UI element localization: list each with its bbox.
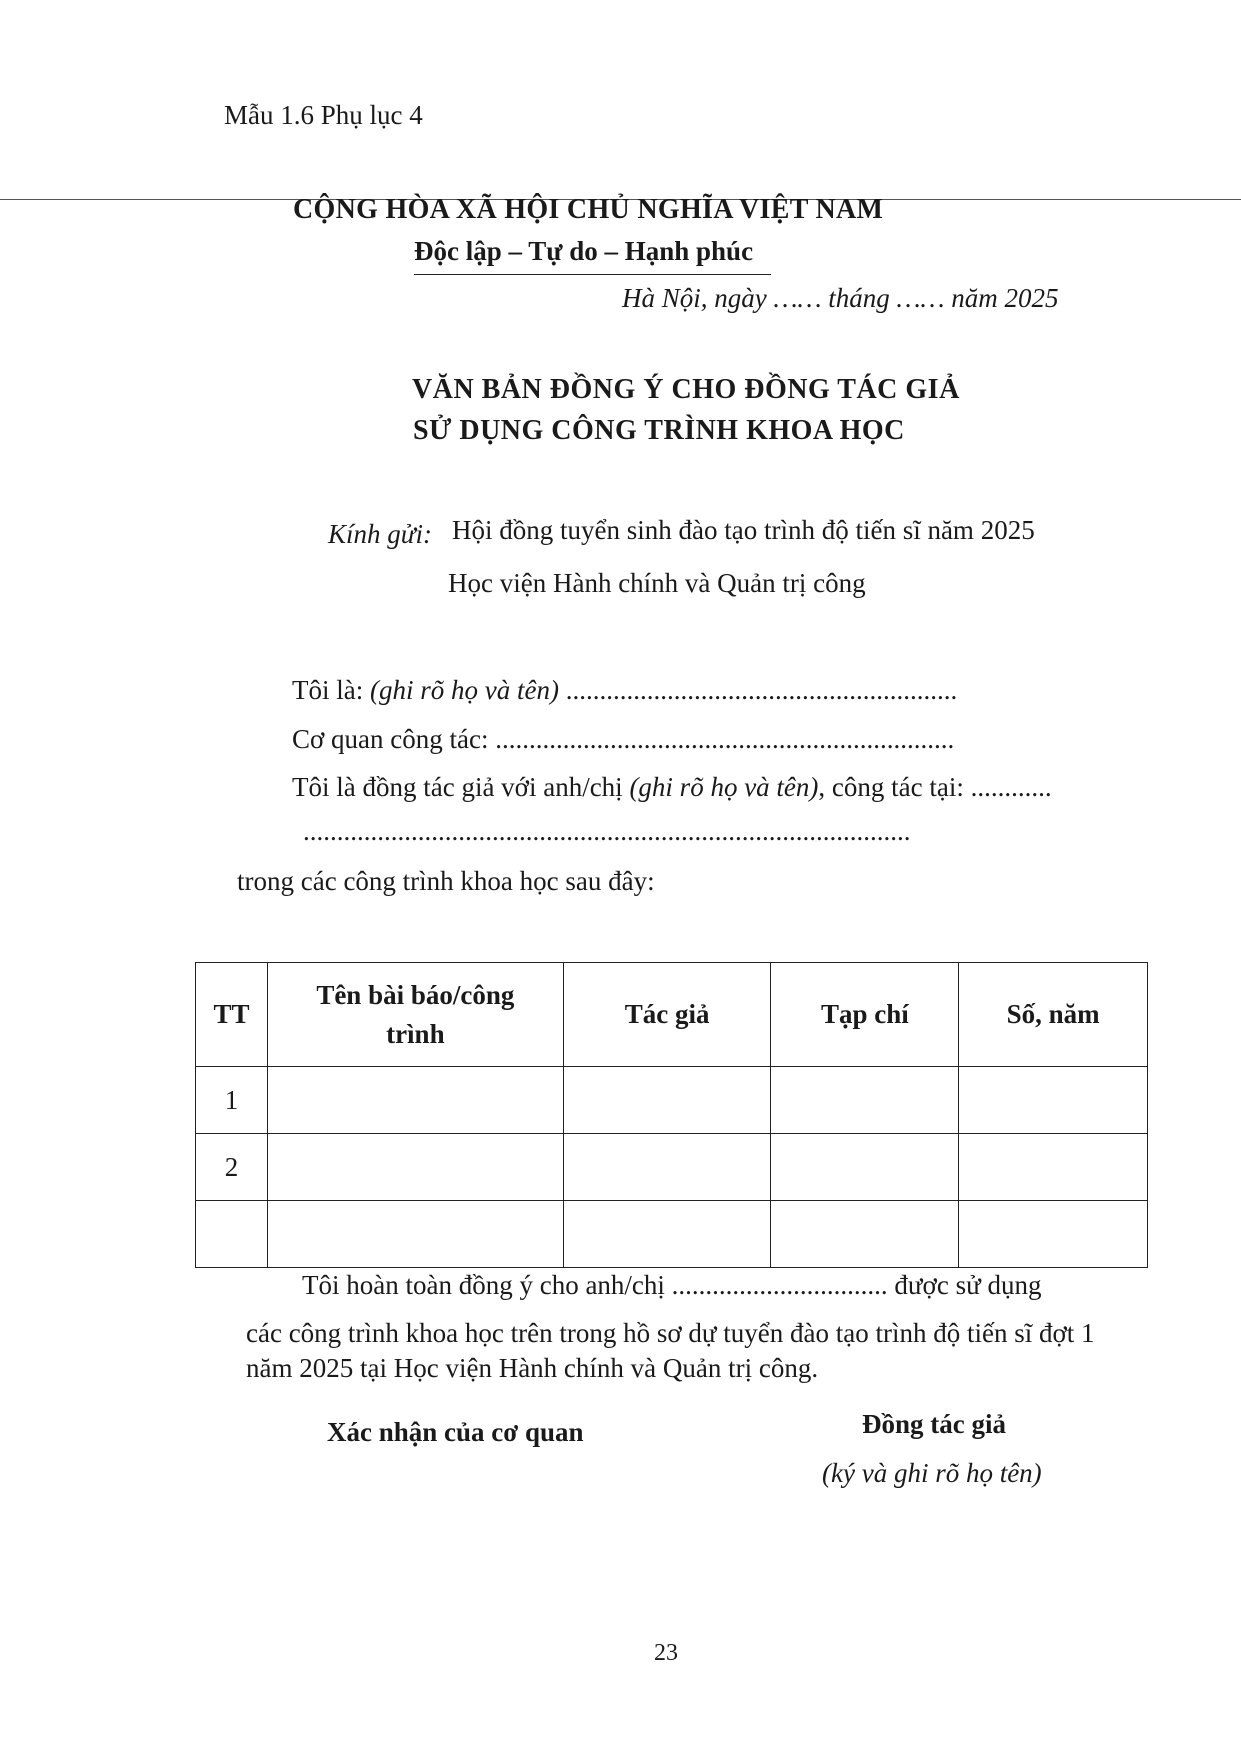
agency-field: Cơ quan công tác: .................................................................... [292, 724, 955, 754]
name-field-dots: .......................................................... [558, 675, 958, 705]
document-title-line2: SỬ DỤNG CÔNG TRÌNH KHOA HỌC [413, 415, 905, 446]
table-row [196, 1067, 1148, 1134]
table-cell [563, 1134, 771, 1201]
table-cell [196, 1201, 268, 1268]
motto-underline [414, 274, 771, 275]
document-title-line1: VĂN BẢN ĐỒNG Ý CHO ĐỒNG TÁC GIẢ [412, 374, 960, 405]
table-cell [959, 1134, 1148, 1201]
col-header-tt: TT [196, 963, 268, 1067]
coauthor-field-suffix: , công tác tại: ............ [818, 772, 1052, 802]
national-title: CỘNG HÒA XÃ HỘI CHỦ NGHĨA VIỆT NAM [293, 194, 884, 225]
coauthor-field [292, 772, 1052, 803]
name-field-hint: (ghi rõ họ và tên) [369, 675, 559, 705]
coauthor-field-hint: (ghi rõ họ và tên) [629, 772, 819, 802]
table-cell: 2 [196, 1134, 268, 1201]
table-cell [959, 1201, 1148, 1268]
table-cell [267, 1067, 563, 1134]
works-table [195, 962, 1148, 1268]
name-field [292, 675, 957, 706]
agreement-line3: năm 2025 tại Học viện Hành chính và Quản trị công. [246, 1353, 819, 1383]
signature-note: (ký và ghi rõ họ tên) [822, 1458, 1042, 1488]
form-code: Mẫu 1.6 Phụ lục 4 [224, 100, 423, 130]
col-header-issue-year: Số, năm [959, 963, 1148, 1067]
table-cell: 1 [196, 1067, 268, 1134]
recipient-line1: Hội đồng tuyển sinh đào tạo trình độ tiến sĩ năm 2025 [452, 515, 1035, 545]
agreement-line1: Tôi hoàn toàn đồng ý cho anh/chị ................................ được sử dụng [302, 1270, 1042, 1300]
col-header-author: Tác giả [563, 963, 771, 1067]
table-cell [959, 1067, 1148, 1134]
agreement-line2: các công trình khoa học trên trong hồ sơ dự tuyển đào tạo trình độ tiến sĩ đợt 1 [246, 1318, 1095, 1348]
national-motto: Độc lập – Tự do – Hạnh phúc [414, 236, 754, 266]
table-cell [267, 1134, 563, 1201]
page-number: 23 [654, 1640, 678, 1666]
table-cell [267, 1201, 563, 1268]
coauthor-field-label: Tôi là đồng tác giả với anh/chị [292, 772, 630, 802]
table-cell [771, 1067, 959, 1134]
col-header-title: Tên bài báo/công trình [267, 963, 563, 1067]
table-cell [771, 1201, 959, 1268]
name-field-label: Tôi là: [292, 675, 370, 705]
coauthor-field-continuation: .......................................................................................... [303, 816, 911, 846]
table-cell [563, 1201, 771, 1268]
works-intro: trong các công trình khoa học sau đây: [237, 866, 655, 896]
agency-confirmation-label: Xác nhận của cơ quan [327, 1417, 584, 1447]
col-header-journal: Tạp chí [771, 963, 959, 1067]
table-row [196, 1134, 1148, 1201]
recipient-line2: Học viện Hành chính và Quản trị công [448, 568, 866, 598]
table-row [196, 1201, 1148, 1268]
dateline: Hà Nội, ngày …… tháng …… năm 2025 [622, 283, 1059, 313]
coauthor-signature-label: Đồng tác giả [862, 1409, 1006, 1439]
table-header-row [196, 963, 1148, 1067]
table-cell [771, 1134, 959, 1201]
table-cell [563, 1067, 771, 1134]
recipient-label: Kính gửi: [328, 519, 432, 549]
